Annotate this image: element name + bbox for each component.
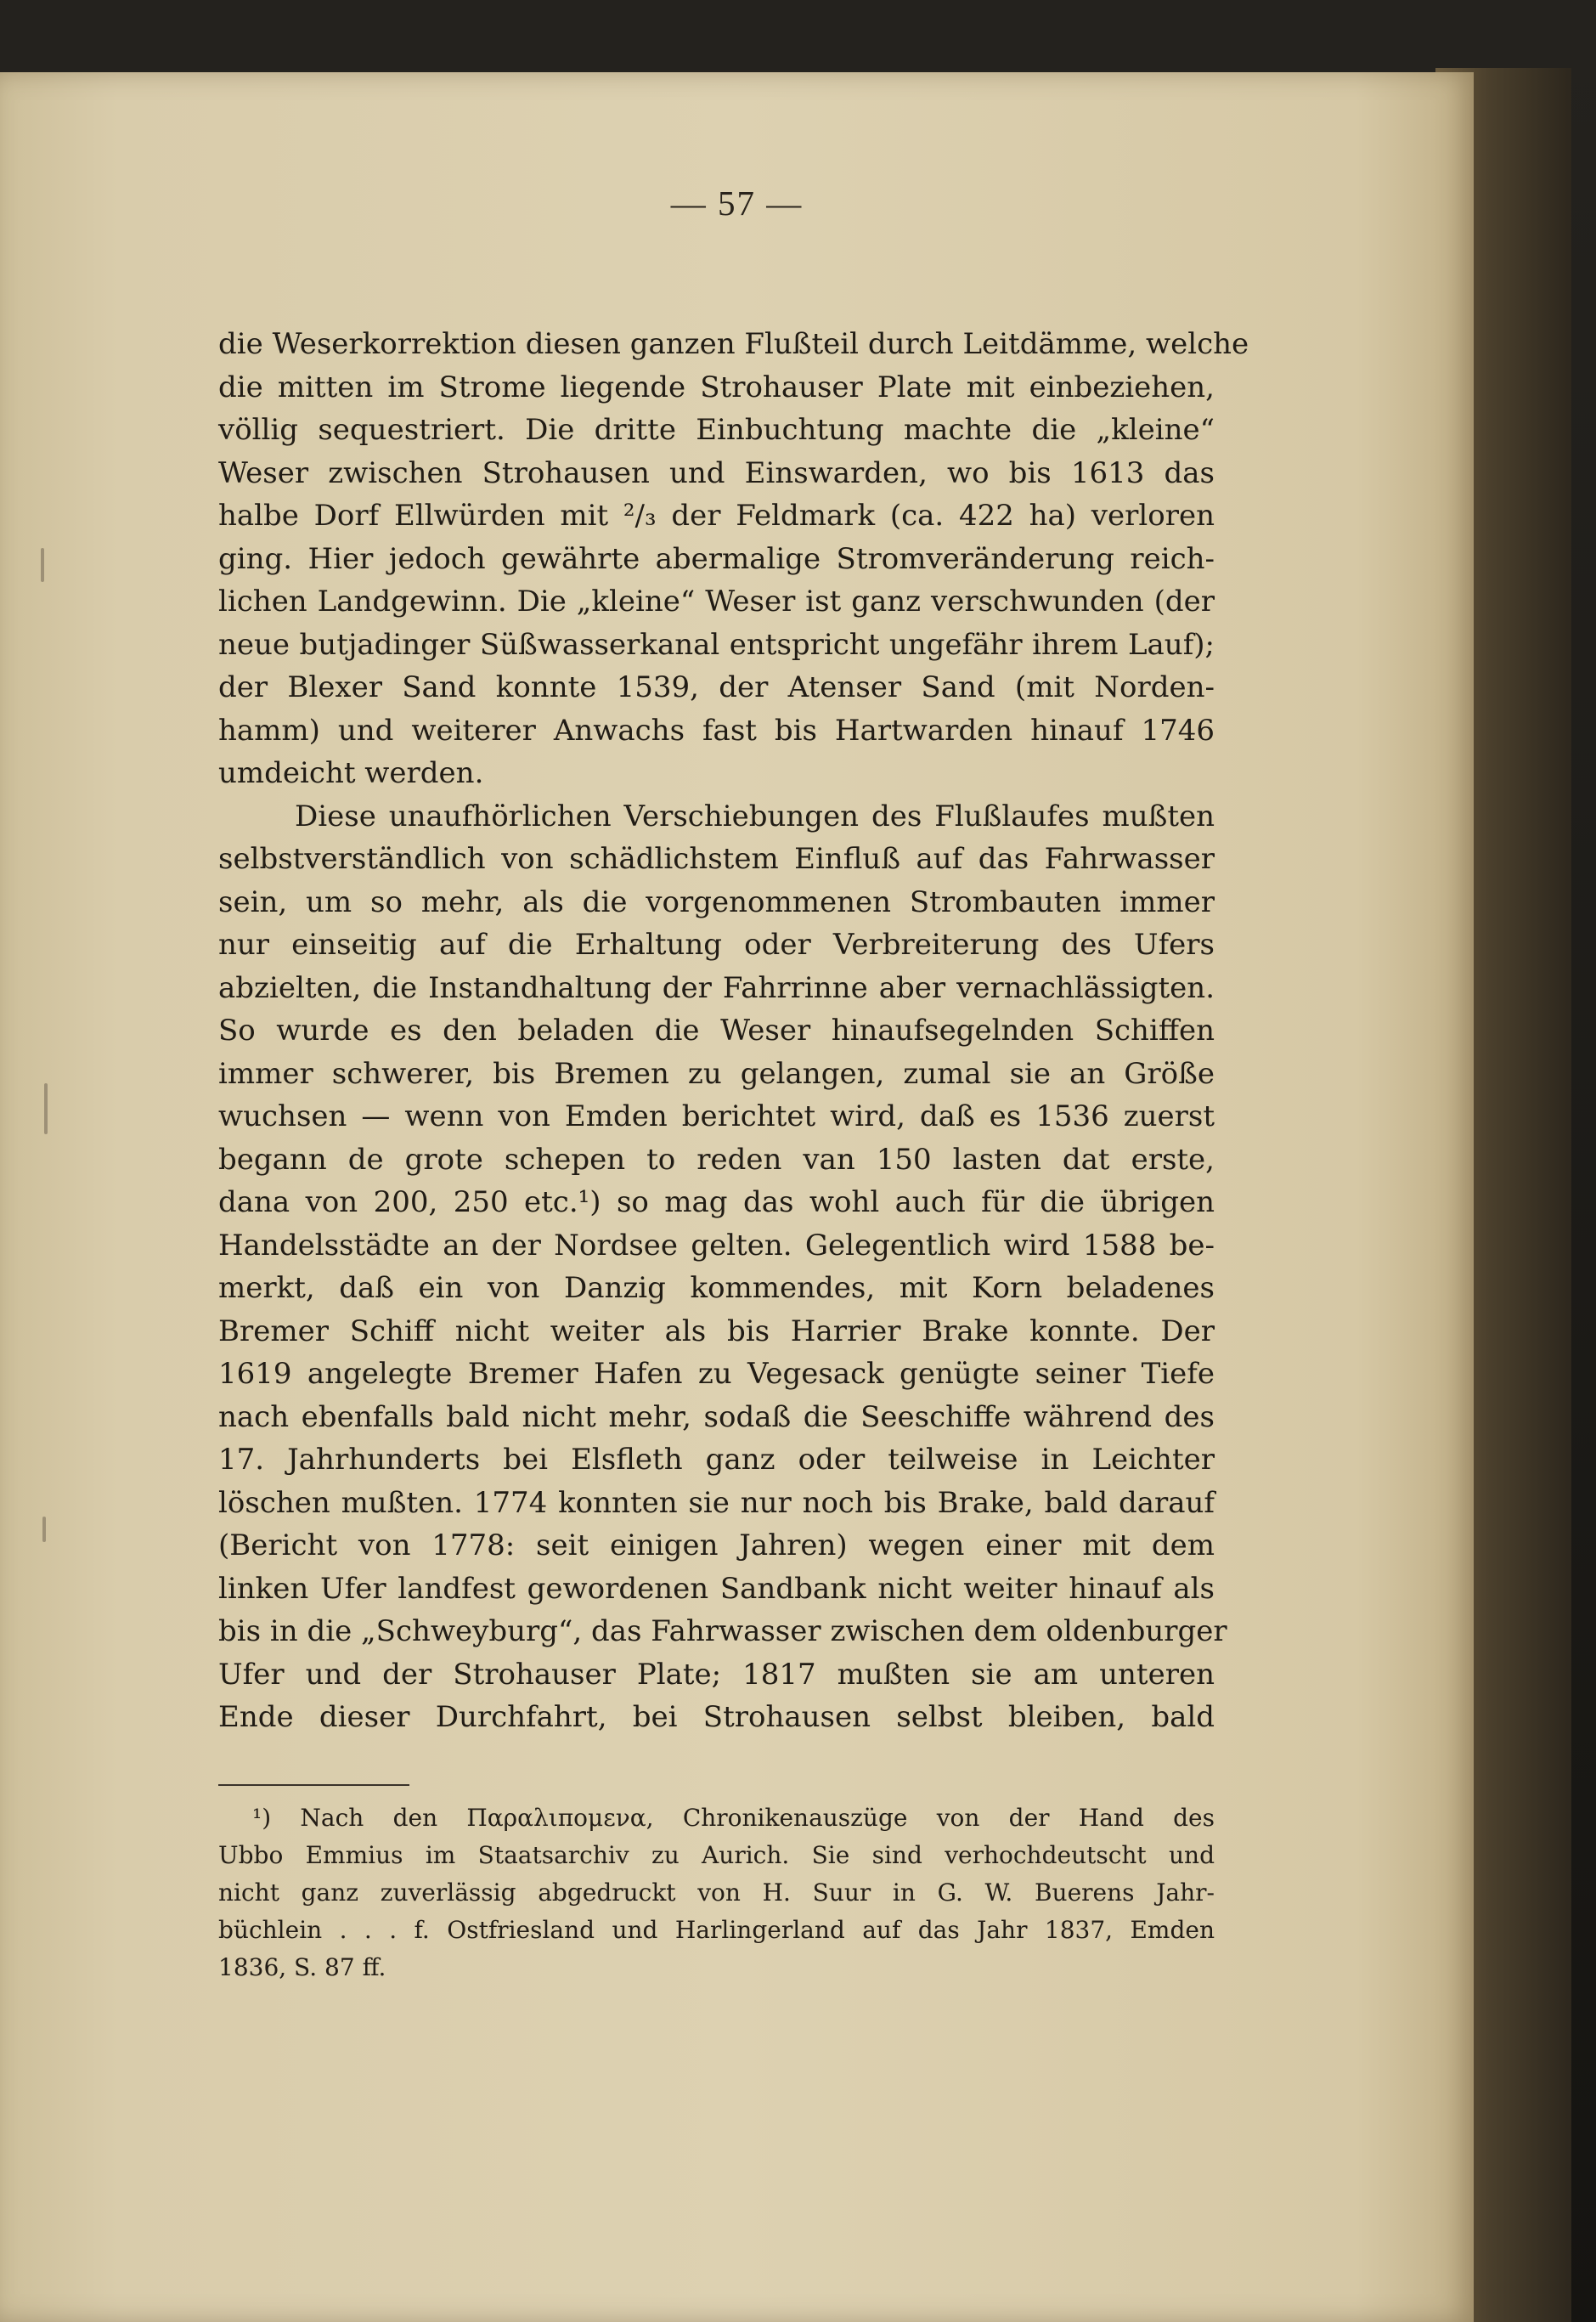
footnotes <box>218 1799 1215 1986</box>
text-line: Diese unaufhörlichen Verschiebungen des Flußlaufes mußten <box>295 799 1215 833</box>
footnote-line: büchlein . . . f. Ostfriesland und Harlingerland auf das Jahr 1837, Emden <box>218 1916 1215 1944</box>
text-line: linken Ufer landfest gewordenen Sandbank nicht weiter hinauf als <box>218 1571 1215 1606</box>
text-line: ging. Hier jedoch gewährte abermalige Stromveränderung reich- <box>218 541 1215 576</box>
footnote-line: nicht ganz zuverlässig abgedruckt von H. Suur in G. W. Buerens Jahr- <box>218 1879 1215 1907</box>
text-line: So wurde es den beladen die Weser hinaufsegelnden Schiffen <box>218 1014 1215 1048</box>
footnote-line: Ubbo Emmius im Staatsarchiv zu Aurich. Sie sind verhochdeutscht und <box>218 1841 1215 1869</box>
text-line: 1619 angelegte Bremer Hafen zu Vegesack genügte seiner Tiefe <box>218 1357 1215 1391</box>
text-line: begann de grote schepen to reden van 150 lasten dat erste, <box>218 1142 1215 1177</box>
text-line: abzielten, die Instandhaltung der Fahrrinne aber vernachlässigten. <box>218 970 1215 1005</box>
text-line: hamm) und weiterer Anwachs fast bis Hartwarden hinauf 1746 <box>218 713 1215 748</box>
text-line: die Weserkorrektion diesen ganzen Flußteil durch Leitdämme, welche <box>218 327 1249 361</box>
footnote-line: ¹) Nach den Παραλιπομενα, Chronikenauszüge von der Hand des <box>252 1804 1215 1832</box>
text-line: Ufer und der Strohauser Plate; 1817 mußten sie am unteren <box>218 1657 1215 1692</box>
text-line: lichen Landgewinn. Die „kleine“ Weser ist ganz verschwunden (der <box>218 585 1215 619</box>
text-line: selbstverständlich von schädlichstem Einfluß auf das Fahrwasser <box>218 842 1215 876</box>
text-line: merkt, daß ein von Danzig kommendes, mit Korn beladenes <box>218 1271 1215 1305</box>
text-line: umdeicht werden. <box>218 756 484 790</box>
margin-mark <box>42 1517 46 1542</box>
text-line: nach ebenfalls bald nicht mehr, sodaß die Seeschiffe während des <box>218 1399 1215 1434</box>
text-line: die mitten im Strome liegende Strohauser Plate mit einbeziehen, <box>218 370 1215 404</box>
text-line: Weser zwischen Strohausen und Einswarden, wo bis 1613 das <box>218 455 1215 490</box>
text-line: neue butjadinger Süßwasserkanal entspricht ungefähr ihrem Lauf); <box>218 627 1215 662</box>
footnote-divider <box>218 1784 409 1786</box>
text-line: sein, um so mehr, als die vorgenommenen Strombauten immer <box>218 884 1215 919</box>
text-line: Bremer Schiff nicht weiter als bis Harrier Brake konnte. Der <box>218 1314 1215 1348</box>
text-line: immer schwerer, bis Bremen zu gelangen, zumal sie an Größe <box>218 1056 1215 1091</box>
text-line: der Blexer Sand konnte 1539, der Atenser Sand (mit Norden- <box>218 670 1215 704</box>
margin-mark <box>41 548 44 582</box>
margin-mark <box>44 1083 48 1134</box>
text-line: völlig sequestriert. Die dritte Einbuchtung machte die „kleine“ <box>218 413 1215 447</box>
text-line: 17. Jahrhunderts bei Elsfleth ganz oder teilweise in Leichter <box>218 1443 1215 1477</box>
body-text <box>218 323 1249 1739</box>
text-line: bis in die „Schweyburg“, das Fahrwasser zwischen dem oldenburger <box>218 1614 1227 1648</box>
text-line: nur einseitig auf die Erhaltung oder Verbreiterung des Ufers <box>218 928 1215 962</box>
footnote-line: 1836, S. 87 ff. <box>218 1953 386 1981</box>
text-line: halbe Dorf Ellwürden mit ²/₃ der Feldmark (ca. 422 ha) verloren <box>218 499 1215 533</box>
page-number: — 57 — <box>670 184 804 223</box>
text-line: (Bericht von 1778: seit einigen Jahren) wegen einer mit dem <box>218 1528 1215 1562</box>
text-line: wuchsen — wenn von Emden berichtet wird, daß es 1536 zuerst <box>218 1099 1215 1133</box>
text-line: Handelsstädte an der Nordsee gelten. Gelegentlich wird 1588 be- <box>218 1228 1215 1263</box>
text-line: dana von 200, 250 etc.¹) so mag das wohl auch für die übrigen <box>218 1185 1215 1219</box>
text-line: Ende dieser Durchfahrt, bei Strohausen selbst bleiben, bald <box>218 1700 1215 1734</box>
text-line: löschen mußten. 1774 konnten sie nur noch bis Brake, bald darauf <box>218 1485 1215 1520</box>
